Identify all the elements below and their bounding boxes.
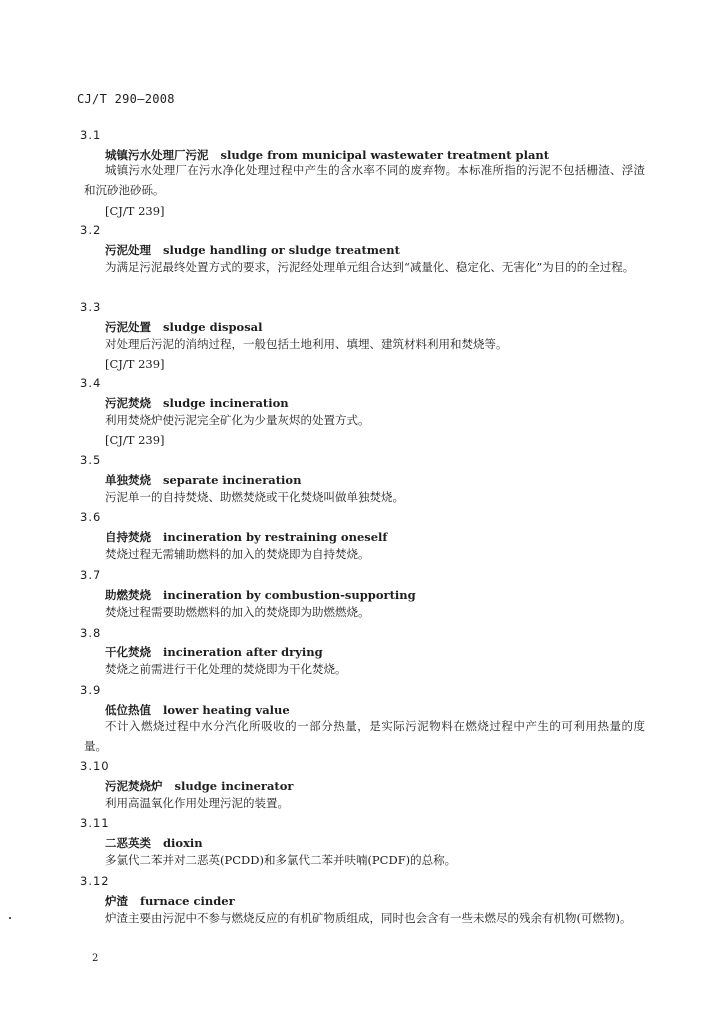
- term-chinese: 干化焚烧: [105, 645, 151, 659]
- entry-number: 3.11: [80, 816, 110, 830]
- term-chinese: 二恶英类: [105, 836, 151, 850]
- entry-term: [105, 587, 416, 603]
- term-english: dioxin: [163, 836, 203, 850]
- entry-definition: 焚烧过程无需辅助燃料的加入的焚烧即为自持焚烧。: [105, 547, 370, 561]
- term-english: sludge incineration: [163, 396, 289, 410]
- entry-definition: 污泥单一的自持焚烧、助燃焚烧或干化焚烧叫做单独焚烧。: [105, 490, 404, 504]
- term-english: sludge handling or sludge treatment: [163, 243, 400, 257]
- term-chinese: 单独焚烧: [105, 473, 151, 487]
- entry-term: [105, 472, 301, 488]
- term-english: sludge from municipal wastewater treatment plant: [220, 148, 550, 162]
- term-chinese: 低位热值: [105, 703, 151, 717]
- entry-term: [105, 242, 400, 258]
- entry-term: [105, 529, 387, 545]
- entry-number: 3.3: [80, 300, 102, 314]
- entry-term: [105, 319, 263, 335]
- term-english: incineration by combustion-supporting: [163, 588, 416, 602]
- term-english: incineration after drying: [163, 645, 323, 659]
- entry-definition: 利用焚烧炉使污泥完全矿化为少量灰烬的处置方式。: [105, 413, 370, 427]
- term-chinese: 自持焚烧: [105, 530, 151, 544]
- entry-number: 3.10: [80, 759, 110, 773]
- term-english: sludge incinerator: [174, 779, 294, 793]
- entry-term: [105, 778, 293, 794]
- entry-term: [105, 644, 323, 660]
- term-english: incineration by restraining oneself: [163, 530, 388, 544]
- entry-definition: 为满足污泥最终处置方式的要求，污泥经处理单元组合达到“减量化、稳定化、无害化”为目的的全过程。: [105, 260, 635, 274]
- entry-reference: [CJ/T 239]: [105, 357, 165, 371]
- entry-definition: 不计入燃烧过程中水分汽化所吸收的一部分热量，是实际污泥物料在燃烧过程中产生的可利用热量的度量。: [84, 719, 645, 753]
- entry-definition: 焚烧过程需要助燃燃料的加入的焚烧即为助燃燃烧。: [105, 605, 370, 619]
- entry-definition: 城镇污水处理厂在污水净化处理过程中产生的含水率不同的废弃物。本标准所指的污泥不包括栅渣、浮渣和沉砂池砂砾。: [84, 163, 645, 197]
- term-english: sludge disposal: [163, 320, 263, 334]
- entry-number: 3.2: [80, 223, 102, 237]
- entry-number: 3.7: [80, 568, 102, 582]
- page-number: 2: [92, 953, 99, 964]
- entry-number: 3.4: [80, 376, 102, 390]
- entry-definition: 多氯代二苯并对二恶英(PCDD)和多氯代二苯并呋喃(PCDF)的总称。: [105, 853, 457, 867]
- standard-code-header: CJ/T 290—2008: [77, 92, 175, 106]
- term-english: lower heating value: [163, 703, 290, 717]
- term-chinese: 污泥焚烧炉: [105, 779, 163, 793]
- entry-reference: [CJ/T 239]: [105, 204, 165, 218]
- term-english: furnace cinder: [140, 894, 235, 908]
- entry-number: 3.6: [80, 510, 102, 524]
- scan-speck: [9, 917, 11, 919]
- term-chinese: 污泥处理: [105, 243, 151, 257]
- entry-number: 3.1: [80, 128, 102, 142]
- entry-definition: 对处理后污泥的消纳过程，一般包括土地利用、填埋、建筑材料利用和焚烧等。: [105, 337, 508, 351]
- term-chinese: 城镇污水处理厂污泥: [105, 148, 209, 162]
- term-chinese: 助燃焚烧: [105, 588, 151, 602]
- entry-number: 3.12: [80, 874, 110, 888]
- entry-definition: 利用高温氧化作用处理污泥的装置。: [105, 796, 289, 810]
- term-chinese: 污泥焚烧: [105, 396, 151, 410]
- entry-reference: [CJ/T 239]: [105, 433, 165, 447]
- term-english: separate incineration: [163, 473, 302, 487]
- entry-term: [105, 893, 235, 909]
- entry-definition: 焚烧之前需进行干化处理的焚烧即为干化焚烧。: [105, 662, 347, 676]
- entry-term: [105, 835, 203, 851]
- entry-number: 3.8: [80, 626, 102, 640]
- entry-term: [105, 395, 289, 411]
- entry-number: 3.9: [80, 683, 102, 697]
- entry-number: 3.5: [80, 453, 102, 467]
- term-chinese: 炉渣: [105, 894, 128, 908]
- entry-definition: 炉渣主要由污泥中不参与燃烧反应的有机矿物质组成，同时也会含有一些未燃尽的残余有机物(可燃物)。: [105, 911, 632, 925]
- term-chinese: 污泥处置: [105, 320, 151, 334]
